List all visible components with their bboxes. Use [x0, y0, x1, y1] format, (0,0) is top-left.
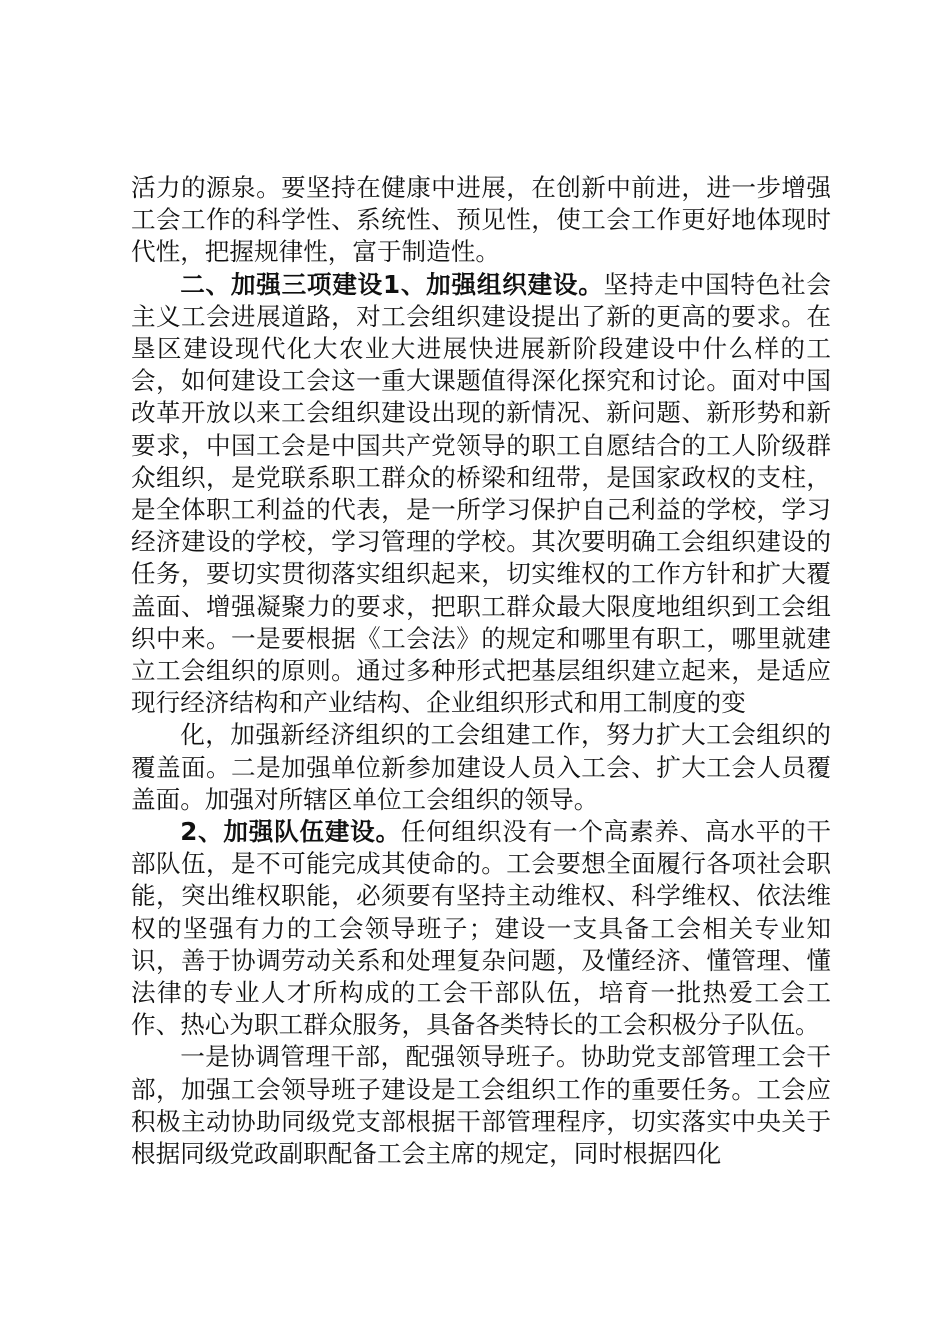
- paragraph-4: [131, 816, 831, 1041]
- document-body: [131, 172, 831, 1170]
- paragraph-1: [131, 172, 831, 269]
- section-heading-organization: 二、加强三项建设1、加强组织建设。: [180, 269, 604, 299]
- paragraph-5-text: 一是协调管理干部，配强领导班子。协助党支部管理工会干部，加强工会领导班子建设是工会组织工作的重要任务。工会应积极主动协助同级党支部根据干部管理程序，切实落实中央关于根据同级党政副职配备工会主席的规定，同时根据四化: [131, 1042, 831, 1169]
- paragraph-1-text: 活力的源泉。要坚持在健康中进展，在创新中前进，进一步增强工会工作的科学性、系统性、预见性，使工会工作更好地体现时代性，把握规律性，富于制造性。: [131, 173, 831, 267]
- paragraph-2: [131, 269, 831, 720]
- section-heading-team: 2、加强队伍建设。: [180, 817, 401, 847]
- paragraph-4-text: 任何组织没有一个高素养、高水平的干部队伍，是不可能完成其使命的。工会要想全面履行各项社会职能，突出维权职能，必须要有坚持主动维权、科学维权、依法维权的坚强有力的工会领导班子；建设一支具备工会相关专业知识，善于协调劳动关系和处理复杂问题，及懂经济、懂管理、懂法律的专业人才所构成的工会干部队伍，培育一批热爱工会工作、热心为职工群众服务，具备各类特长的工会积极分子队伍。: [131, 817, 831, 1040]
- paragraph-3: [131, 719, 831, 816]
- paragraph-3-text: 化，加强新经济组织的工会组建工作，努力扩大工会组织的覆盖面。二是加强单位新参加建设人员入工会、扩大工会人员覆盖面。加强对所辖区单位工会组织的领导。: [131, 720, 831, 814]
- paragraph-2-text: 坚持走中国特色社会主义工会进展道路，对工会组织建设提出了新的更高的要求。在垦区建设现代化大农业大进展快进展新阶段建设中什么样的工会，如何建设工会这一重大课题值得深化探究和讨论。面对中国改革开放以来工会组织建设出现的新情况、新问题、新形势和新要求，中国工会是中国共产党领导的职工自愿结合的工人阶级群众组织，是党联系职工群众的桥梁和纽带，是国家政权的支柱，是全体职工利益的代表，是一所学习保护自己利益的学校，学习经济建设的学校，学习管理的学校。其次要明确工会组织建设的任务，要切实贯彻落实组织起来，切实维权的工作方针和扩大覆盖面、增强凝聚力的要求，把职工群众最大限度地组织到工会组织中来。一是要根据《工会法》的规定和哪里有职工，哪里就建立工会组织的原则。通过多种形式把基层组织建立起来，是适应现行经济结构和产业结构、企业组织形式和用工制度的变: [131, 269, 831, 718]
- paragraph-5: [131, 1041, 831, 1170]
